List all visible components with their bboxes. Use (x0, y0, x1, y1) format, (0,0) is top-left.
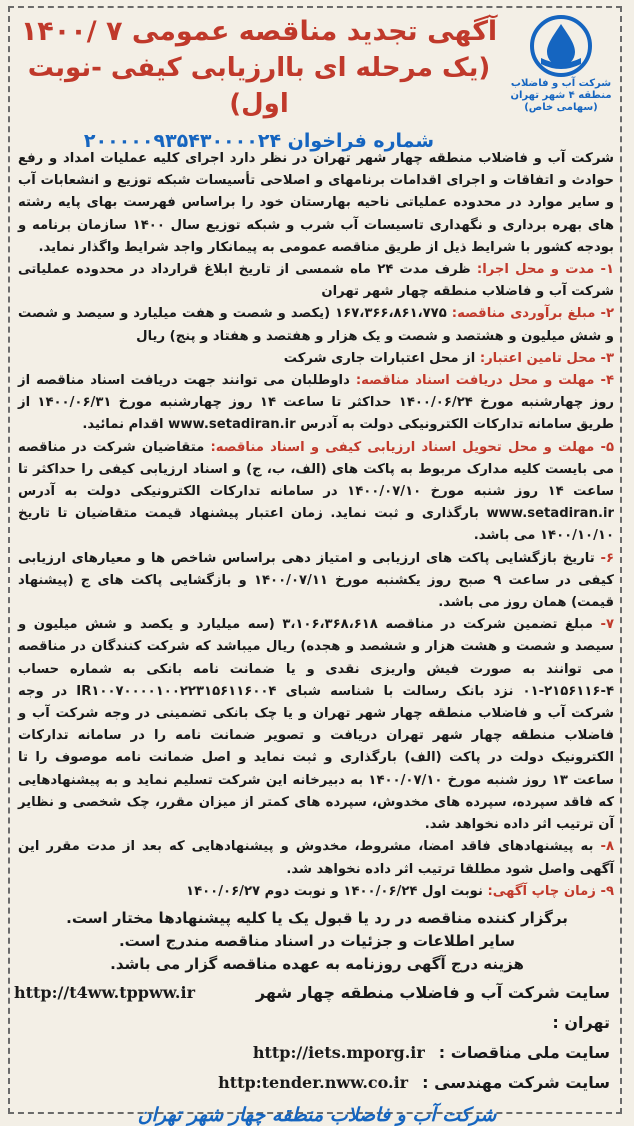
item-5-heading: ۵- مهلت و محل تحویل اسناد ارزیابی کیفی و اسناد مناقصه: (210, 439, 614, 455)
site-url-company[interactable]: http://t4ww.tppww.ir (14, 982, 196, 1002)
call-number: شماره فراخوان ۲۰۰۰۰۰۹۳۵۴۳۰۰۰۰۲۴ (83, 130, 435, 152)
item-6 (18, 548, 614, 615)
item-7 (18, 614, 614, 836)
item-8-text: به پیشنهادهای فاقد امضا، مشروط، مخدوش و پیشنهادهایی که بعد از مدت مقرر این آگهی واصل شود مطلقا ترتیب اثر داده نخواهد شد. (18, 839, 614, 877)
closing-line-1: برگزار کننده مناقصه در رد یا قبول یک یا کلیه پیشنهادها مختار است. (66, 908, 568, 927)
item-3-text: از محل اعتبارات جاری شرکت (283, 350, 476, 366)
item-9 (18, 881, 614, 903)
item-3 (18, 348, 614, 370)
notice-body (14, 148, 620, 903)
item-1-heading: ۱- مدت و محل اجرا: (476, 262, 614, 278)
item-8 (18, 836, 614, 880)
closing-line-3: هزینه درج آگهی روزنامه به عهده مناقصه گزار می باشد. (110, 954, 524, 973)
company-logo (506, 14, 616, 114)
notice-subtitle: (یک مرحله ای باارزیابی کیفی -نوبت اول) (27, 53, 491, 119)
item-2-heading: ۲- مبلغ برآوردی مناقصه: (451, 306, 615, 322)
item-6-text: تاریخ بازگشایی پاکت های ارزیابی و امتیاز دهی براساس شاخص ها و معیارهای ارزیابی کیفی در ساعت ۹ صبح روز یکشنبه مورخ ۱۴۰۰/۰۷/۱۱ و بازگشایی پاکت های ج (پیشنهاد قیمت) همان روز می باشد. (18, 550, 614, 611)
item-9-text: نوبت اول ۱۴۰۰/۰۶/۲۴ و نوبت دوم ۱۴۰۰/۰۶/۲۷ (186, 883, 483, 899)
item-7-text: مبلغ تضمین شرکت در مناقصه ۳،۱۰۶،۳۶۸،۶۱۸ (سه میلیارد و یکصد و شش میلیون و سیصد و شصت و هشت هزار و ششصد و هجده) ریال میباشد که شرکت کنندگان در مناقصه می توانند به صورت فیش واریزی نقدی و یا ضمانت نامه بانکی به شماره حساب ۴-۲۱۵۶۱۱۶-۰۱ نزد بانک رسالت با شناسه شبای IR۱۰۰۷۰۰۰۰۱۰۰۲۲۳۱۵۶۱۱۶۰۰۴ در وجه شرکت آب و فاضلاب منطقه چهار شهر تهران و یا چک بانکی تضمینی در وجه شرکت آب و فاضلاب منطقه چهار شهر تهران دریافت و تصویر ضمانت نامه را در سامانه تدارکات الکترونیک دولت در پاکت (الف) بارگذاری و ثبت نماید و اصل ضمانت نامه موصوف را تا ساعت ۱۳ روز شنبه مورخ ۱۴۰۰/۰۷/۱۰ به دبیرخانه این شرکت تسلیم نماید و به پیشنهادهایی که فاقد سپرده، سپرده های مخدوش، سپرده های کمتر از میزان مقرر، چک شخصی و نظایر آن ترتیب اثر داده نخواهد شد. (18, 617, 615, 833)
item-2 (18, 303, 614, 347)
item-7-heading: ۷- (600, 617, 614, 633)
footer-company-name: شرکت آب و فاضلاب منطقه چهار شهر تهران (137, 1103, 497, 1126)
item-4 (18, 370, 614, 437)
item-4-text: داوطلبان می توانند جهت دریافت اسناد مناقصه از روز چهارشنبه مورخ ۱۴۰۰/۰۶/۲۴ حداکثر تا ساعت ۱۴ روز چهارشنبه مورخ ۱۴۰۰/۰۶/۳۱ از طریق سامانه تدارکات الکترونیکی دولت به آدرس www.setadiran.ir اقدام نمائید. (18, 373, 614, 433)
site-row-national (14, 1038, 610, 1068)
item-8-heading: ۸- (600, 839, 615, 855)
notice-title: آگهی تجدید مناقصه عمومی ۷ /۱۴۰۰ (20, 16, 498, 47)
item-3-heading: ۳- محل تامین اعتبار: (479, 350, 614, 366)
site-label-company: سایت شرکت آب و فاضلاب منطقه چهار شهر تهران : (255, 982, 610, 1032)
site-label-engineering: سایت شرکت مهندسی : (422, 1072, 610, 1092)
site-url-national[interactable]: http://iets.mporg.ir (252, 1042, 425, 1062)
logo-line-2: منطقه ۴ شهر تهران (510, 90, 612, 101)
closing-line-2: سایر اطلاعات و جزئیات در اسناد مناقصه مندرج است. (118, 931, 516, 950)
item-5 (18, 437, 614, 548)
item-2-text: ۱۶۷،۳۶۶،۸۶۱،۷۷۵ (یکصد و شصت و هفت میلیارد و سیصد و شصت و شش میلیون و هشتصد و شصت و یک هزار و هفتصد و هفتاد و پنج) ریال (18, 306, 614, 344)
site-url-engineering[interactable]: http:tender.nww.co.ir (218, 1072, 409, 1092)
site-row-engineering (14, 1068, 610, 1098)
title-block (18, 12, 500, 156)
water-drop-logo-icon (529, 14, 593, 78)
site-label-national: سایت ملی مناقصات : (438, 1042, 610, 1062)
logo-line-3: (سهامی خاص) (524, 102, 598, 113)
intro-paragraph: شرکت آب و فاضلاب منطقه چهار شهر تهران در نظر دارد اجرای کلیه عملیات امداد و رفع حوادث و اتفاقات و اجرای اقدامات برنامهای و اصلاحی تأسیسات شبکه توزیع و انشعابات آب و سایر موارد در محدوده عملیاتی ناحیه بهارستان خود را براساس فهرست بهای پایه رشته های بهره برداری و نگهداری تاسیسات آب شرب و شبکه توزیع سال ۱۴۰۰ سازمان برنامه و بودجه کشور با شرایط ذیل از طریق مناقصه عمومی به پیمانکار واجد شرایط واگذار نماید. (18, 151, 615, 255)
item-6-heading: ۶- (600, 550, 614, 566)
logo-line-1: شرکت آب و فاضلاب (510, 78, 612, 89)
tender-notice (14, 12, 620, 1126)
item-1 (18, 259, 614, 303)
item-1-text: ظرف مدت ۲۴ ماه شمسی از تاریخ ابلاغ قرارداد در محدوده عملیاتی شرکت آب و فاضلاب منطقه چهار شهر تهران (18, 262, 614, 300)
header (14, 12, 620, 152)
item-5-text: متقاضیان شرکت در مناقصه می بایست کلیه مدارک مربوط به پاکت های (الف، ب، ج) و اسناد ارزیابی کیفی را حداکثر تا ساعت ۱۴ روز شنبه مورخ ۱۴۰۰/۰۷/۱۰ در سامانه تدارکات الکترونیکی دولت به آدرس www.setadiran.ir بارگذاری و ثبت نماید. زمان اعتبار پیشنهاد قیمت متقاضیان تا تاریخ ۱۴۰۰/۱۰/۱۰ می باشد. (18, 439, 614, 544)
closing-notes (14, 907, 620, 976)
site-row-company (14, 978, 610, 1038)
item-4-heading: ۴- مهلت و محل دریافت اسناد مناقصه: (355, 373, 614, 389)
website-list (14, 978, 620, 1098)
item-9-heading: ۹- زمان چاپ آگهی: (487, 883, 614, 899)
